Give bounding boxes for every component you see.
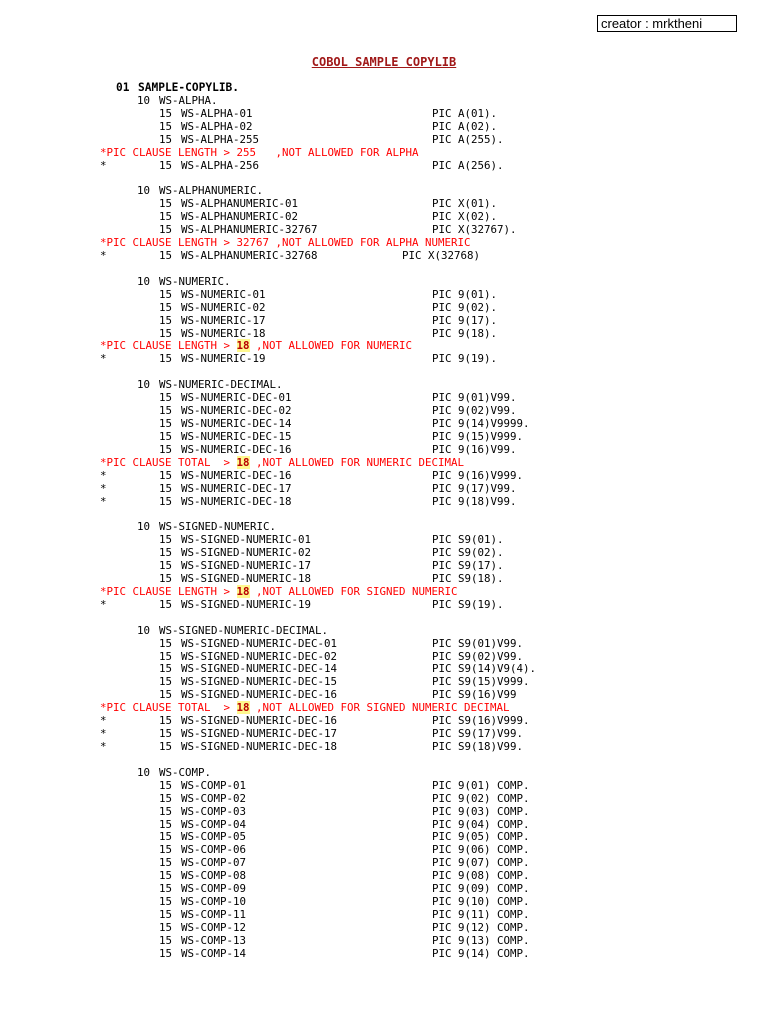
level-number: 15 (159, 804, 173, 818)
level-number: 10 (137, 93, 151, 107)
error-note (0, 586, 768, 599)
field-item (0, 793, 768, 806)
commented-field (0, 496, 768, 509)
error-note (0, 340, 768, 353)
field-item (0, 302, 768, 315)
level-number: 15 (159, 119, 173, 133)
field-item (0, 405, 768, 418)
level-number: 15 (159, 636, 173, 650)
level-number: 15 (159, 416, 173, 430)
field-name: WS-ALPHANUMERIC-32767 (181, 223, 318, 237)
pic-clause: PIC S9(19). (432, 597, 504, 611)
level-number: 15 (159, 210, 173, 224)
field-name: WS-SIGNED-NUMERIC-DEC-14 (181, 662, 338, 676)
group-item (0, 276, 768, 289)
pic-clause: PIC S9(17). (432, 559, 504, 573)
field-name: WS-SIGNED-NUMERIC-DEC-02 (181, 649, 338, 663)
pic-clause: PIC A(256). (432, 158, 504, 172)
group-name: WS-SIGNED-NUMERIC. (159, 520, 277, 534)
field-item (0, 315, 768, 328)
field-name: WS-NUMERIC-DEC-15 (181, 429, 292, 443)
commented-field (0, 741, 768, 754)
pic-clause: PIC 9(01) COMP. (432, 778, 530, 792)
pic-clause: PIC S9(15)V999. (432, 675, 530, 689)
field-name: WS-COMP-13 (181, 933, 247, 947)
pic-clause: PIC 9(11) COMP. (432, 908, 530, 921)
level-number: 10 (137, 623, 151, 637)
field-item (0, 896, 768, 909)
comment-marker: * (100, 248, 107, 262)
blank-line (0, 366, 768, 379)
field-name: WS-SIGNED-NUMERIC-19 (181, 597, 312, 611)
pic-clause: PIC S9(14)V9(4). (432, 662, 537, 676)
level-number: 15 (159, 559, 173, 573)
pic-clause: PIC 9(04) COMP. (432, 817, 530, 831)
field-item (0, 211, 768, 224)
record-name: SAMPLE-COPYLIB. (138, 81, 240, 94)
level-number: 15 (159, 481, 173, 495)
field-item (0, 831, 768, 844)
level-number: 15 (159, 662, 173, 676)
field-name: WS-COMP-06 (181, 843, 247, 857)
commented-field (0, 250, 768, 263)
field-name: WS-COMP-01 (181, 778, 247, 792)
pic-clause: PIC 9(10) COMP. (432, 895, 530, 909)
field-name: WS-ALPHA-01 (181, 106, 253, 120)
pic-clause: PIC 9(17)V99. (432, 481, 517, 495)
pic-clause: PIC 9(09) COMP. (432, 882, 530, 896)
pic-clause: PIC S9(18)V99. (432, 740, 524, 754)
level-number: 10 (137, 274, 151, 288)
field-item (0, 560, 768, 573)
level-number: 15 (159, 946, 173, 960)
comment-marker: * (100, 494, 107, 508)
pic-clause: PIC X(32767). (432, 223, 517, 237)
highlighted-limit: 18 (236, 339, 250, 353)
level-number: 15 (159, 740, 173, 754)
level-number: 15 (159, 933, 173, 947)
field-item (0, 108, 768, 121)
field-name: WS-NUMERIC-17 (181, 313, 266, 327)
blank-line (0, 263, 768, 276)
field-name: WS-COMP-04 (181, 817, 247, 831)
pic-clause: PIC A(01). (432, 106, 498, 120)
field-name: WS-SIGNED-NUMERIC-DEC-17 (181, 727, 338, 741)
level-number: 01 (116, 81, 130, 94)
group-name: WS-ALPHANUMERIC. (159, 184, 264, 198)
error-note (0, 702, 768, 715)
level-number: 15 (159, 688, 173, 702)
level-number: 15 (159, 287, 173, 301)
level-number: 10 (137, 520, 151, 534)
field-item (0, 651, 768, 664)
field-name: WS-NUMERIC-01 (181, 287, 266, 301)
level-number: 15 (159, 649, 173, 663)
pic-clause: PIC 9(03) COMP. (432, 804, 530, 818)
pic-clause: PIC 9(08) COMP. (432, 869, 530, 883)
pic-clause: PIC A(02). (432, 119, 498, 133)
comment-marker: * (100, 481, 107, 495)
error-prefix: *PIC CLAUSE TOTAL > (100, 455, 237, 469)
group-name: WS-NUMERIC-DECIMAL. (159, 378, 283, 392)
level-number: 15 (159, 197, 173, 211)
field-name: WS-COMP-14 (181, 946, 247, 960)
pic-clause: PIC 9(01)V99. (432, 391, 517, 405)
highlighted-limit: 18 (236, 701, 250, 715)
field-name: WS-SIGNED-NUMERIC-DEC-16 (181, 714, 338, 728)
field-name: WS-SIGNED-NUMERIC-18 (181, 572, 312, 586)
pic-clause: PIC 9(17). (432, 313, 498, 327)
level-number: 15 (159, 895, 173, 909)
level-number: 15 (159, 494, 173, 508)
field-item (0, 870, 768, 883)
level-number: 15 (159, 404, 173, 418)
level-number: 15 (159, 817, 173, 831)
field-name: WS-SIGNED-NUMERIC-01 (181, 533, 312, 547)
field-name: WS-SIGNED-NUMERIC-02 (181, 546, 312, 560)
level-number: 15 (159, 546, 173, 560)
commented-field (0, 715, 768, 728)
level-number: 15 (159, 572, 173, 586)
error-prefix: *PIC CLAUSE LENGTH > 32767 ,NOT ALLOWED FOR ALPHA NUMERIC (100, 236, 471, 250)
field-name: WS-COMP-03 (181, 804, 247, 818)
group-name: WS-SIGNED-NUMERIC-DECIMAL. (159, 623, 329, 637)
field-name: WS-COMP-07 (181, 856, 247, 870)
level-number: 15 (159, 326, 173, 340)
level-number: 15 (159, 468, 173, 482)
level-number: 15 (159, 778, 173, 792)
field-name: WS-ALPHA-255 (181, 132, 260, 146)
comment-marker: * (100, 597, 107, 611)
pic-clause: PIC S9(01)V99. (432, 636, 524, 650)
field-name: WS-COMP-12 (181, 920, 247, 934)
pic-clause: PIC 9(19). (432, 352, 498, 366)
pic-clause: PIC 9(14)V9999. (432, 416, 530, 430)
field-item (0, 780, 768, 793)
pic-clause: PIC S9(02)V99. (432, 649, 524, 663)
error-note (0, 237, 768, 250)
pic-clause: PIC X(02). (432, 210, 498, 224)
pic-clause: PIC 9(14) COMP. (432, 946, 530, 960)
level-number: 15 (159, 908, 173, 921)
field-name: WS-NUMERIC-DEC-18 (181, 494, 292, 508)
comment-marker: * (100, 158, 107, 172)
level-number: 15 (159, 597, 173, 611)
group-item (0, 521, 768, 534)
field-name: WS-NUMERIC-DEC-17 (181, 481, 292, 495)
error-text (100, 457, 464, 470)
field-name: WS-NUMERIC-DEC-01 (181, 391, 292, 405)
pic-clause: PIC 9(02) COMP. (432, 791, 530, 805)
pic-clause: PIC S9(02). (432, 546, 504, 560)
field-name: WS-ALPHA-02 (181, 119, 253, 133)
level-number: 15 (159, 920, 173, 934)
field-name: WS-NUMERIC-DEC-16 (181, 468, 292, 482)
record-header (0, 82, 768, 95)
field-name: WS-NUMERIC-18 (181, 326, 266, 340)
comment-marker: * (100, 740, 107, 754)
blank-line (0, 754, 768, 767)
field-name: WS-SIGNED-NUMERIC-17 (181, 559, 312, 573)
pic-clause: PIC X(01). (432, 197, 498, 211)
field-name: WS-ALPHANUMERIC-02 (181, 210, 299, 224)
level-number: 15 (159, 714, 173, 728)
level-number: 15 (159, 313, 173, 327)
level-number: 15 (159, 391, 173, 405)
blank-line (0, 612, 768, 625)
blank-line (0, 508, 768, 521)
field-item (0, 534, 768, 547)
field-item (0, 289, 768, 302)
level-number: 15 (159, 533, 173, 547)
level-number: 15 (159, 352, 173, 366)
field-item (0, 392, 768, 405)
field-name: WS-ALPHA-256 (181, 158, 260, 172)
level-number: 15 (159, 300, 173, 314)
error-prefix: *PIC CLAUSE LENGTH > (100, 584, 237, 598)
creator-label: creator : mrktheni (597, 15, 737, 32)
comment-marker: * (100, 468, 107, 482)
level-number: 15 (159, 882, 173, 896)
commented-field (0, 483, 768, 496)
level-number: 15 (159, 442, 173, 456)
highlighted-limit: 18 (236, 455, 250, 469)
error-note (0, 457, 768, 470)
highlighted-limit: 18 (236, 584, 250, 598)
field-name: WS-SIGNED-NUMERIC-DEC-15 (181, 675, 338, 689)
field-name: WS-SIGNED-NUMERIC-DEC-16 (181, 688, 338, 702)
field-name: WS-ALPHANUMERIC-32768 (181, 248, 318, 262)
field-name: WS-SIGNED-NUMERIC-DEC-01 (181, 636, 338, 650)
field-item (0, 922, 768, 935)
blank-line (0, 172, 768, 185)
page-title: COBOL SAMPLE COPYLIB (311, 55, 457, 69)
comment-marker: * (100, 727, 107, 741)
field-name: WS-ALPHANUMERIC-01 (181, 197, 299, 211)
error-prefix: *PIC CLAUSE TOTAL > (100, 701, 237, 715)
pic-clause: PIC 9(01). (432, 287, 498, 301)
pic-clause: PIC S9(18). (432, 572, 504, 586)
field-name: WS-COMP-02 (181, 791, 247, 805)
level-number: 15 (159, 856, 173, 870)
group-item (0, 379, 768, 392)
pic-clause: PIC 9(02)V99. (432, 404, 517, 418)
pic-clause: PIC 9(15)V999. (432, 429, 524, 443)
level-number: 10 (137, 184, 151, 198)
group-item (0, 185, 768, 198)
field-name: WS-COMP-11 (181, 908, 247, 921)
commented-field (0, 160, 768, 173)
level-number: 15 (159, 223, 173, 237)
field-name: WS-NUMERIC-DEC-02 (181, 404, 292, 418)
field-name: WS-COMP-05 (181, 830, 247, 844)
field-item (0, 676, 768, 689)
error-suffix: ,NOT ALLOWED FOR NUMERIC DECIMAL (249, 455, 465, 469)
level-number: 10 (137, 765, 151, 779)
field-name: WS-SIGNED-NUMERIC-DEC-18 (181, 740, 338, 754)
field-item (0, 948, 768, 961)
field-item (0, 638, 768, 651)
pic-clause: PIC A(255). (432, 132, 504, 146)
comment-marker: * (100, 352, 107, 366)
level-number: 15 (159, 843, 173, 857)
commented-field (0, 599, 768, 612)
pic-clause: PIC 9(06) COMP. (432, 843, 530, 857)
level-number: 15 (159, 675, 173, 689)
group-name: WS-COMP. (159, 765, 212, 779)
group-name: WS-ALPHA. (159, 93, 218, 107)
level-number: 15 (159, 869, 173, 883)
field-name: WS-COMP-09 (181, 882, 247, 896)
field-item (0, 857, 768, 870)
error-suffix: ,NOT ALLOWED FOR SIGNED NUMERIC (249, 584, 458, 598)
field-item (0, 418, 768, 431)
level-number: 15 (159, 429, 173, 443)
pic-clause: PIC 9(07) COMP. (432, 856, 530, 870)
level-number: 10 (137, 378, 151, 392)
pic-clause: PIC 9(05) COMP. (432, 830, 530, 844)
level-number: 15 (159, 791, 173, 805)
error-prefix: *PIC CLAUSE LENGTH > (100, 339, 237, 353)
field-item (0, 198, 768, 211)
pic-clause: PIC 9(12) COMP. (432, 920, 530, 934)
group-item (0, 625, 768, 638)
commented-field (0, 470, 768, 483)
pic-clause: PIC 9(18). (432, 326, 498, 340)
error-suffix: ,NOT ALLOWED FOR NUMERIC (249, 339, 413, 353)
error-text (100, 586, 458, 599)
level-number: 15 (159, 248, 173, 262)
field-name: WS-NUMERIC-02 (181, 300, 266, 314)
field-name: WS-NUMERIC-DEC-14 (181, 416, 292, 430)
field-item (0, 883, 768, 896)
pic-clause: PIC 9(18)V99. (432, 494, 517, 508)
level-number: 15 (159, 132, 173, 146)
field-item (0, 121, 768, 134)
field-item (0, 431, 768, 444)
field-item (0, 547, 768, 560)
pic-clause: PIC S9(01). (432, 533, 504, 547)
field-item (0, 819, 768, 832)
field-name: WS-NUMERIC-DEC-16 (181, 442, 292, 456)
field-item (0, 663, 768, 676)
pic-clause: PIC 9(16)V999. (432, 468, 524, 482)
field-item (0, 909, 768, 922)
field-name: WS-COMP-08 (181, 869, 247, 883)
field-item (0, 806, 768, 819)
comment-marker: * (100, 714, 107, 728)
field-item (0, 844, 768, 857)
commented-field (0, 353, 768, 366)
error-prefix: *PIC CLAUSE LENGTH > 255 ,NOT ALLOWED FOR ALPHA (100, 145, 419, 159)
group-item (0, 767, 768, 780)
pic-clause: PIC S9(16)V999. (432, 714, 530, 728)
pic-clause: PIC S9(16)V99 (432, 688, 517, 702)
error-text (100, 147, 419, 160)
level-number: 15 (159, 727, 173, 741)
level-number: 15 (159, 106, 173, 120)
field-name: WS-NUMERIC-19 (181, 352, 266, 366)
field-item (0, 935, 768, 948)
pic-clause: PIC 9(02). (432, 300, 498, 314)
error-suffix: ,NOT ALLOWED FOR SIGNED NUMERIC DECIMAL (249, 701, 510, 715)
level-number: 15 (159, 158, 173, 172)
pic-clause: PIC S9(17)V99. (432, 727, 524, 741)
field-name: WS-COMP-10 (181, 895, 247, 909)
pic-clause: PIC 9(13) COMP. (432, 933, 530, 947)
commented-field (0, 728, 768, 741)
level-number: 15 (159, 830, 173, 844)
pic-clause: PIC X(32768) (402, 248, 481, 262)
error-note (0, 147, 768, 160)
group-item (0, 95, 768, 108)
pic-clause: PIC 9(16)V99. (432, 442, 517, 456)
copybook-listing (0, 82, 768, 961)
group-name: WS-NUMERIC. (159, 274, 231, 288)
